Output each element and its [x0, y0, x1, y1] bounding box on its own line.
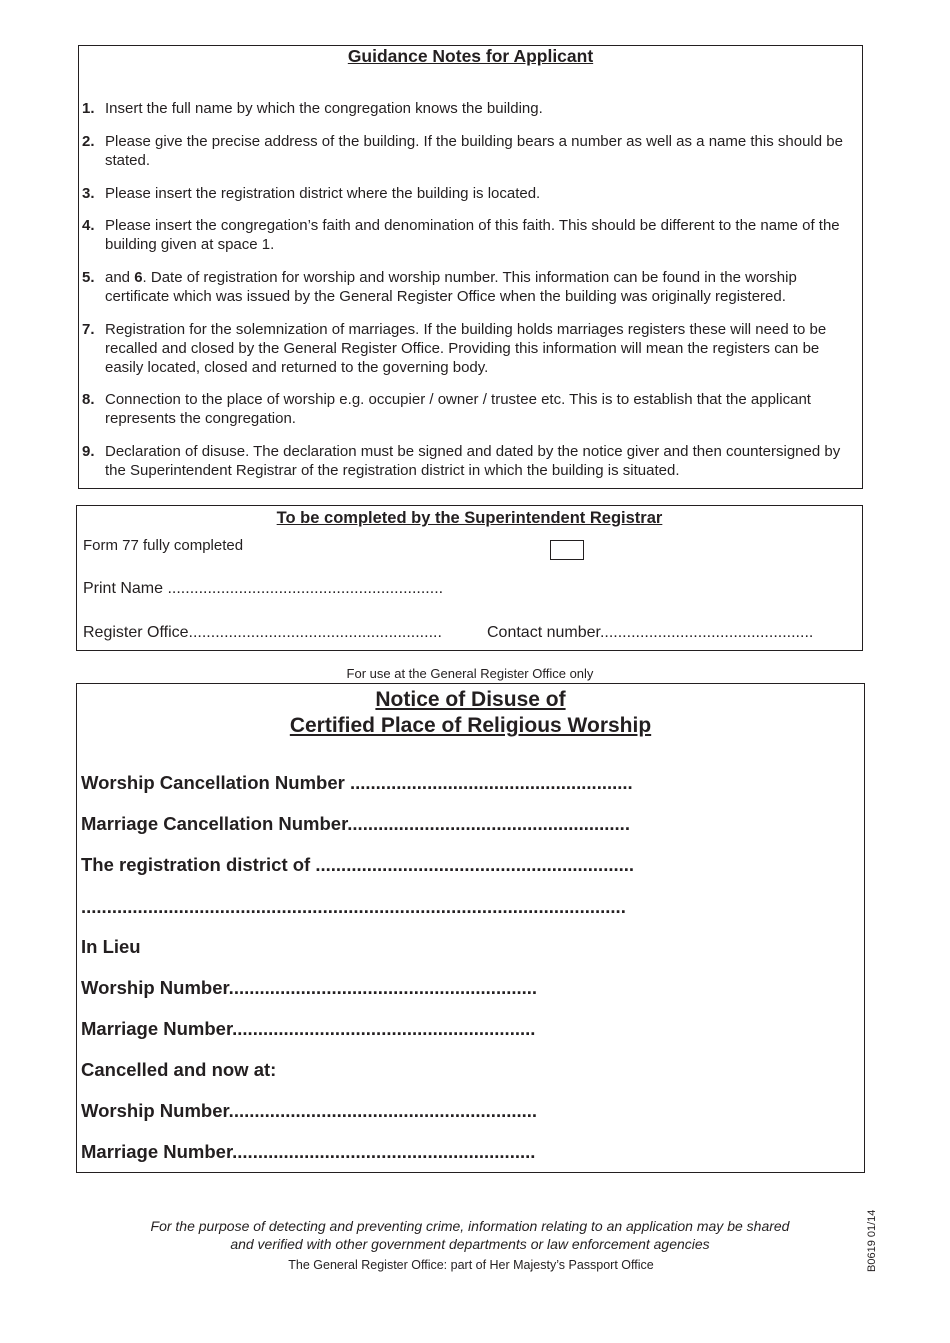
- cancelled-now-at-heading: Cancelled and now at:: [81, 1059, 277, 1080]
- new-marriage-number-field[interactable]: Marriage Number...........................................................: [81, 1141, 536, 1162]
- gro-use-note: For use at the General Register Office only: [346, 666, 594, 681]
- marriage-number-field[interactable]: Marriage Number...........................................................: [81, 1018, 536, 1039]
- footer-office: The General Register Office: part of Her Majesty’s Passport Office: [288, 1258, 654, 1272]
- worship-cancellation-field[interactable]: Worship Cancellation Number .......................................................: [81, 772, 633, 793]
- footer-crime-notice-line1: For the purpose of detecting and preventing crime, information relating to an application may be shared: [150, 1218, 790, 1234]
- note-3: [82, 184, 852, 203]
- new-worship-number-field[interactable]: Worship Number............................................................: [81, 1100, 538, 1121]
- note-number: 9.: [82, 443, 95, 460]
- form77-label: Form 77 fully completed: [83, 537, 244, 554]
- worship-number-field[interactable]: Worship Number............................................................: [81, 977, 538, 998]
- notice-title-line1: Notice of Disuse of: [375, 688, 566, 711]
- form-code: B0619 01/14: [866, 1209, 878, 1272]
- note-1: [82, 99, 852, 118]
- notice-box: [76, 683, 865, 1173]
- note-text: Connection to the place of worship e.g. occupier / owner / trustee etc. This is to establish that the applicant represents the congregation.: [105, 391, 811, 427]
- contact-number-field[interactable]: Contact number................................................: [487, 624, 814, 641]
- note-number: 8.: [82, 391, 95, 408]
- note-9: [82, 442, 852, 480]
- guidance-title: Guidance Notes for Applicant: [347, 46, 594, 66]
- note-text: Insert the full name by which the congregation knows the building.: [105, 100, 543, 117]
- note-4: [82, 216, 852, 254]
- note-text: Please insert the congregation’s faith and denomination of this faith. This should be different to the name of the building given at space 1.: [105, 217, 840, 253]
- register-office-field[interactable]: Register Office.........................................................: [83, 624, 442, 641]
- note-number-6: 6: [134, 269, 143, 286]
- note-5: [82, 268, 852, 306]
- note-body: . Date of registration for worship and worship number. This information can be found in the worship certificate which was issued by the General Register Office when the building was originally registered.: [105, 269, 797, 305]
- note-8: [82, 390, 852, 428]
- note-number: 5.: [82, 269, 95, 286]
- note-number: 2.: [82, 133, 95, 150]
- form77-checkbox[interactable]: [550, 540, 584, 560]
- registrar-title: To be completed by the Superintendent Registrar: [276, 509, 663, 527]
- note-7: [82, 320, 852, 377]
- note-text: Registration for the solemnization of marriages. If the building holds marriages registers these will need to be recalled and closed by the General Register Office. Providing this information will mean the registers can be easily located, closed and returned to the governing body.: [105, 321, 827, 376]
- note-number: 4.: [82, 217, 95, 234]
- note-text: Declaration of disuse. The declaration must be signed and dated by the notice giver and then countersigned by the Superintendent Registrar of the registration district in which the building is situated.: [105, 443, 841, 479]
- registration-district-field[interactable]: The registration district of ..............................................................: [81, 854, 635, 875]
- footer-crime-notice-line2: and verified with other government departments or law enforcement agencies: [230, 1236, 710, 1252]
- print-name-field[interactable]: Print Name ..............................................................: [83, 580, 444, 597]
- notice-title-line2: Certified Place of Religious Worship: [289, 714, 652, 737]
- note-number: 7.: [82, 321, 95, 338]
- marriage-cancellation-field[interactable]: Marriage Cancellation Number.......................................................: [81, 813, 630, 834]
- guidance-notes-box: [78, 45, 863, 489]
- note-text: Please give the precise address of the building. If the building bears a number as well as a name this should be stated.: [105, 133, 843, 169]
- registrar-box: [76, 505, 863, 651]
- district-continuation-field[interactable]: ..........................................................................................................: [81, 896, 626, 917]
- note-number: 1.: [82, 100, 95, 117]
- note-and: and: [105, 269, 131, 286]
- in-lieu-heading: In Lieu: [81, 936, 141, 957]
- note-text: [105, 268, 852, 306]
- note-number: 3.: [82, 185, 95, 202]
- note-text: Please insert the registration district where the building is located.: [105, 185, 541, 202]
- note-2: [82, 132, 852, 170]
